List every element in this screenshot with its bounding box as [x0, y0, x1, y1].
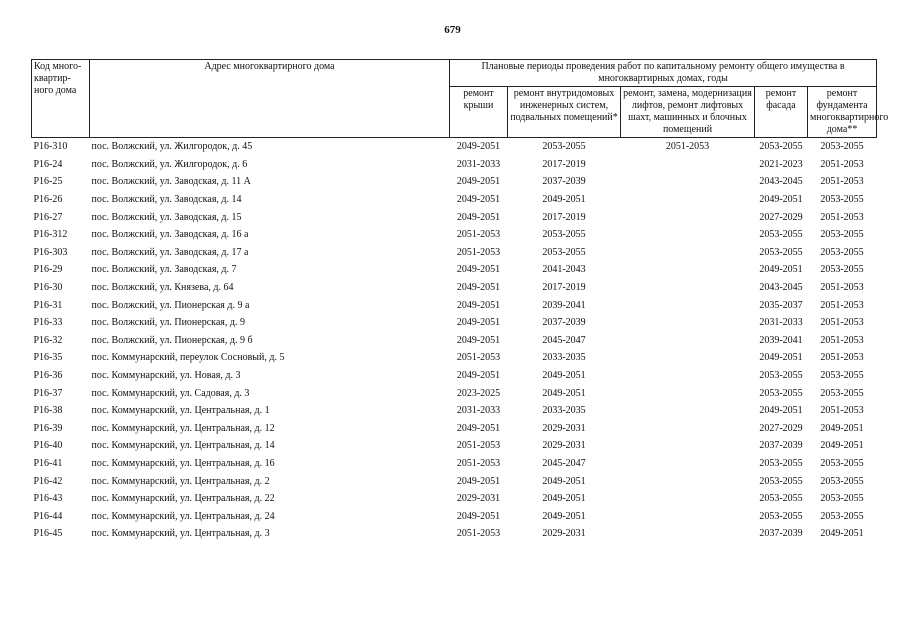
table-row [32, 332, 877, 350]
table-row [32, 226, 877, 244]
cell-roof: 2051-2053 [456, 229, 501, 241]
cell-address: пос. Коммунарский, ул. Центральная, д. 22 [91, 493, 275, 505]
table-row [32, 384, 877, 402]
cell-code: Р16-40 [33, 440, 63, 452]
cell-lifts [621, 296, 755, 314]
cell-systems: 2053-2055 [542, 229, 586, 241]
cell-roof: 2049-2051 [456, 475, 501, 487]
cell-lifts [621, 244, 755, 262]
cell-code: Р16-27 [33, 211, 63, 223]
cell-lifts [621, 261, 755, 279]
cell-address: пос. Волжский, ул. Пионерская, д. 9 б [91, 334, 253, 346]
cell-facade: 2049-2051 [759, 352, 803, 364]
cell-address: пос. Волжский, ул. Жилгородок, д. 45 [91, 141, 253, 153]
cell-address: пос. Коммунарский, ул. Центральная, д. 2 [91, 475, 270, 487]
cell-code: Р16-33 [33, 317, 63, 329]
cell-code: Р16-44 [33, 510, 63, 522]
cell-roof: 2049-2051 [456, 317, 501, 329]
cell-code: Р16-38 [33, 405, 63, 417]
cell-code: Р16-25 [33, 176, 63, 188]
cell-systems: 2041-2043 [542, 264, 586, 276]
table-row [32, 314, 877, 332]
cell-systems: 2049-2051 [542, 475, 586, 487]
cell-roof: 2051-2053 [456, 528, 501, 540]
cell-facade: 2049-2051 [759, 194, 803, 206]
cell-facade: 2053-2055 [759, 229, 803, 241]
header-lifts: ремонт, замена, модернизация лифтов, ремонт лифтовых шахт, машинных и блочных помещений [621, 87, 755, 138]
repair-schedule-table [31, 59, 889, 543]
cell-foundation: 2051-2053 [820, 299, 864, 311]
table-row [32, 525, 877, 543]
cell-foundation: 2053-2055 [820, 246, 864, 258]
cell-address: пос. Коммунарский, ул. Новая, д. 3 [91, 370, 241, 382]
cell-systems: 2049-2051 [542, 194, 586, 206]
table-row [32, 490, 877, 508]
header-facade: ремонт фасада [755, 87, 808, 138]
cell-facade: 2053-2055 [759, 246, 803, 258]
table-row [32, 472, 877, 490]
table-row [32, 244, 877, 262]
cell-lifts [621, 472, 755, 490]
cell-lifts [621, 384, 755, 402]
cell-systems: 2033-2035 [542, 405, 586, 417]
cell-roof: 2031-2033 [456, 158, 501, 170]
cell-facade: 2043-2045 [759, 176, 803, 188]
cell-lifts [621, 420, 755, 438]
cell-foundation: 2053-2055 [820, 510, 864, 522]
table-row [32, 437, 877, 455]
table-row [32, 191, 877, 209]
cell-lifts [621, 156, 755, 174]
cell-code: Р16-29 [33, 264, 63, 276]
cell-systems: 2029-2031 [542, 440, 586, 452]
table-row [32, 138, 877, 156]
table-row [32, 367, 877, 385]
cell-foundation: 2049-2051 [820, 422, 864, 434]
cell-systems: 2017-2019 [542, 282, 586, 294]
cell-facade: 2039-2041 [759, 334, 803, 346]
table-row [32, 296, 877, 314]
cell-facade: 2037-2039 [759, 440, 803, 452]
cell-facade: 2053-2055 [759, 370, 803, 382]
cell-foundation: 2053-2055 [820, 141, 864, 153]
cell-address: пос. Коммунарский, ул. Центральная, д. 1 [91, 405, 270, 417]
cell-systems: 2033-2035 [542, 352, 586, 364]
cell-address: пос. Волжский, ул. Заводская, д. 7 [91, 264, 237, 276]
header-systems: ремонт внутридомовых инженерных систем, подвальных помещений* [508, 87, 621, 138]
cell-systems: 2029-2031 [542, 422, 586, 434]
cell-facade: 2053-2055 [759, 510, 803, 522]
cell-lifts [621, 173, 755, 191]
cell-facade: 2021-2023 [759, 158, 803, 170]
table-row [32, 156, 877, 174]
cell-address: пос. Волжский, ул. Пионерская, д. 9 [91, 317, 245, 329]
cell-address: пос. Волжский, ул. Заводская, д. 17 а [91, 246, 249, 258]
cell-facade: 2031-2033 [759, 317, 803, 329]
cell-foundation: 2053-2055 [820, 475, 864, 487]
cell-foundation: 2051-2053 [820, 352, 864, 364]
cell-systems: 2049-2051 [542, 370, 586, 382]
cell-address: пос. Волжский, ул. Пионерская д. 9 а [91, 299, 250, 311]
cell-lifts: 2051-2053 [665, 141, 710, 153]
cell-systems: 2039-2041 [542, 299, 586, 311]
cell-foundation: 2051-2053 [820, 211, 864, 223]
cell-roof: 2049-2051 [456, 334, 501, 346]
cell-systems: 2037-2039 [542, 317, 586, 329]
cell-lifts [621, 525, 755, 543]
header-roof: ремонт крыши [450, 87, 508, 138]
cell-code: Р16-45 [33, 528, 63, 540]
cell-facade: 2053-2055 [759, 141, 803, 153]
cell-address: пос. Коммунарский, ул. Центральная, д. 3 [91, 528, 270, 540]
header-code: Код много-квартир-ного дома [32, 60, 90, 138]
cell-lifts [621, 507, 755, 525]
cell-code: Р16-36 [33, 370, 63, 382]
cell-roof: 2049-2051 [456, 194, 501, 206]
cell-foundation: 2051-2053 [820, 317, 864, 329]
cell-code: Р16-312 [33, 229, 68, 241]
cell-lifts [621, 437, 755, 455]
cell-roof: 2049-2051 [456, 510, 501, 522]
table-row [32, 261, 877, 279]
cell-address: пос. Волжский, ул. Князева, д. 64 [91, 282, 234, 294]
cell-systems: 2045-2047 [542, 457, 586, 469]
cell-lifts [621, 402, 755, 420]
cell-facade: 2043-2045 [759, 282, 803, 294]
cell-foundation: 2051-2053 [820, 282, 864, 294]
cell-roof: 2051-2053 [456, 246, 501, 258]
cell-code: Р16-37 [33, 387, 63, 399]
cell-code: Р16-303 [33, 246, 68, 258]
cell-code: Р16-41 [33, 457, 63, 469]
cell-roof: 2049-2051 [456, 370, 501, 382]
cell-lifts [621, 314, 755, 332]
cell-lifts [621, 279, 755, 297]
table-row [32, 208, 877, 226]
cell-address: пос. Волжский, ул. Заводская, д. 14 [91, 194, 242, 206]
cell-address: пос. Коммунарский, ул. Садовая, д. 3 [91, 387, 250, 399]
cell-facade: 2035-2037 [759, 299, 803, 311]
header-address: Адрес многоквартирного дома [90, 60, 450, 138]
cell-address: пос. Коммунарский, ул. Центральная, д. 24 [91, 510, 275, 522]
cell-systems: 2053-2055 [542, 246, 586, 258]
table-row [32, 402, 877, 420]
cell-foundation: 2053-2055 [820, 457, 864, 469]
cell-address: пос. Коммунарский, ул. Центральная, д. 12 [91, 422, 275, 434]
cell-foundation: 2051-2053 [820, 158, 864, 170]
cell-foundation: 2053-2055 [820, 493, 864, 505]
cell-code: Р16-42 [33, 475, 63, 487]
cell-address: пос. Коммунарский, ул. Центральная, д. 16 [91, 457, 275, 469]
cell-foundation: 2053-2055 [820, 229, 864, 241]
cell-foundation: 2049-2051 [820, 440, 864, 452]
cell-systems: 2049-2051 [542, 387, 586, 399]
cell-address: пос. Волжский, ул. Жилгородок, д. 6 [91, 158, 248, 170]
cell-foundation: 2053-2055 [820, 194, 864, 206]
cell-code: Р16-310 [33, 141, 68, 153]
table-row [32, 507, 877, 525]
cell-address: пос. Коммунарский, ул. Центральная, д. 14 [91, 440, 275, 452]
cell-facade: 2053-2055 [759, 493, 803, 505]
cell-lifts [621, 367, 755, 385]
cell-roof: 2049-2051 [456, 141, 501, 153]
cell-facade: 2027-2029 [759, 422, 803, 434]
cell-lifts [621, 191, 755, 209]
cell-systems: 2037-2039 [542, 176, 586, 188]
cell-address: пос. Коммунарский, переулок Сосновый, д. 5 [91, 352, 285, 364]
cell-systems: 2049-2051 [542, 510, 586, 522]
cell-address: пос. Волжский, ул. Заводская, д. 15 [91, 211, 242, 223]
cell-foundation: 2051-2053 [820, 334, 864, 346]
cell-facade: 2053-2055 [759, 475, 803, 487]
page-number: 679 [444, 24, 461, 36]
table-row [32, 455, 877, 473]
cell-facade: 2053-2055 [759, 457, 803, 469]
cell-code: Р16-35 [33, 352, 63, 364]
cell-address: пос. Волжский, ул. Заводская, д. 11 А [91, 176, 251, 188]
table-body [32, 138, 877, 543]
cell-facade: 2049-2051 [759, 405, 803, 417]
cell-roof: 2023-2025 [456, 387, 501, 399]
cell-roof: 2051-2053 [456, 352, 501, 364]
cell-foundation: 2051-2053 [820, 176, 864, 188]
cell-systems: 2017-2019 [542, 211, 586, 223]
table-row [32, 349, 877, 367]
cell-lifts [621, 349, 755, 367]
table-row [32, 279, 877, 297]
cell-roof: 2049-2051 [456, 282, 501, 294]
header-foundation: ремонт фундамента многоквартирного дома** [808, 87, 877, 138]
cell-lifts [621, 208, 755, 226]
cell-code: Р16-43 [33, 493, 63, 505]
cell-foundation: 2053-2055 [820, 387, 864, 399]
cell-code: Р16-24 [33, 158, 63, 170]
cell-roof: 2051-2053 [456, 440, 501, 452]
cell-foundation: 2051-2053 [820, 405, 864, 417]
cell-foundation: 2049-2051 [820, 528, 864, 540]
cell-foundation: 2053-2055 [820, 370, 864, 382]
cell-roof: 2049-2051 [456, 211, 501, 223]
cell-systems: 2049-2051 [542, 493, 586, 505]
cell-roof: 2049-2051 [456, 264, 501, 276]
cell-lifts [621, 332, 755, 350]
cell-facade: 2053-2055 [759, 387, 803, 399]
cell-lifts [621, 226, 755, 244]
cell-roof: 2049-2051 [456, 299, 501, 311]
cell-lifts [621, 490, 755, 508]
table-row [32, 173, 877, 191]
table-row [32, 420, 877, 438]
cell-roof: 2029-2031 [456, 493, 501, 505]
cell-systems: 2045-2047 [542, 334, 586, 346]
cell-facade: 2037-2039 [759, 528, 803, 540]
cell-systems: 2053-2055 [542, 141, 586, 153]
table-header [32, 60, 889, 138]
cell-roof: 2049-2051 [456, 176, 501, 188]
cell-address: пос. Волжский, ул. Заводская, д. 16 а [91, 229, 249, 241]
cell-code: Р16-32 [33, 334, 63, 346]
cell-code: Р16-30 [33, 282, 63, 294]
cell-roof: 2049-2051 [456, 422, 501, 434]
cell-facade: 2027-2029 [759, 211, 803, 223]
cell-code: Р16-39 [33, 422, 63, 434]
header-periods: Плановые периоды проведения работ по капитальному ремонту общего имущества в многоквартирных домах, годы [450, 60, 877, 87]
cell-foundation: 2053-2055 [820, 264, 864, 276]
cell-roof: 2031-2033 [456, 405, 501, 417]
cell-facade: 2049-2051 [759, 264, 803, 276]
cell-lifts [621, 455, 755, 473]
cell-code: Р16-26 [33, 194, 63, 206]
cell-systems: 2029-2031 [542, 528, 586, 540]
cell-roof: 2051-2053 [456, 457, 501, 469]
cell-systems: 2017-2019 [542, 158, 586, 170]
cell-code: Р16-31 [33, 299, 63, 311]
